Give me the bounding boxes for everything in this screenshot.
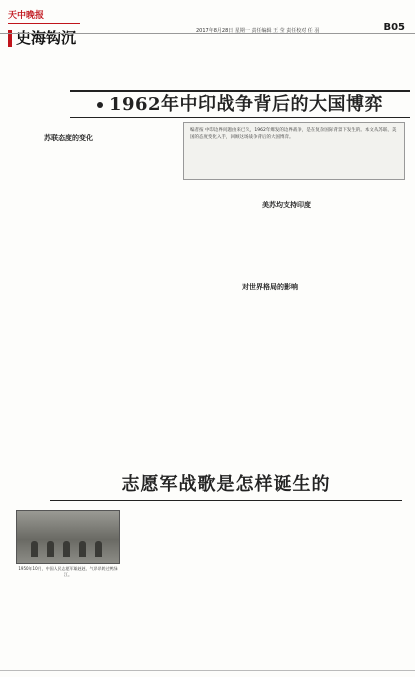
body-column-3 — [182, 212, 252, 452]
headline-1-text: 1962年中印战争背后的大国博弈 — [108, 94, 384, 115]
body-column-5 — [334, 212, 404, 452]
body-column-4 — [258, 212, 328, 272]
footer-divider — [0, 670, 415, 671]
subhead-soviet: 苏联态度的变化 — [44, 133, 93, 142]
body-column-9 — [216, 500, 302, 666]
section-title: 史海钩沉 — [16, 29, 77, 47]
header-divider — [0, 33, 415, 34]
article-headline-2 — [50, 470, 402, 501]
body-column-2 — [114, 186, 178, 446]
body-column-8 — [128, 500, 210, 666]
subhead-world-impact: 对世界格局的影响 — [242, 282, 298, 291]
editor-note-box: 编者按 中印边界问题由来已久，1962年爆发的边界战争，是在复杂国际背景下发生的。本文从苏联、美国的态度变化入手，回顾这场战争背后的大国博弈。 — [183, 122, 405, 180]
photo-figure — [79, 541, 86, 557]
photo-figure — [47, 541, 54, 557]
photo-figure — [31, 541, 38, 557]
page-number: B05 — [383, 22, 405, 33]
masthead — [8, 8, 80, 47]
issue-meta: 2017年8月28日 星期一 责任编辑 王 莹 责任校对 任 羽 — [196, 28, 320, 34]
body-column-7 — [16, 580, 120, 666]
body-column-1 — [40, 146, 110, 446]
headline-2-text: 志愿军战歌是怎样诞生的 — [121, 474, 331, 495]
article-headline-1 — [70, 90, 410, 118]
headline-bullet-icon — [97, 102, 103, 108]
subhead-us-soviet: 美苏均支持印度 — [262, 200, 311, 209]
paper-logo: 天中晚报 — [8, 8, 80, 24]
body-column-10 — [308, 500, 404, 666]
photo-caption: 1950年10月，中国人民志愿军雄赳赳、气昂昂跨过鸭绿江。 — [18, 566, 118, 577]
news-photo — [16, 510, 120, 564]
photo-figure — [63, 541, 70, 557]
photo-figure — [95, 541, 102, 557]
body-column-6 — [258, 296, 328, 452]
